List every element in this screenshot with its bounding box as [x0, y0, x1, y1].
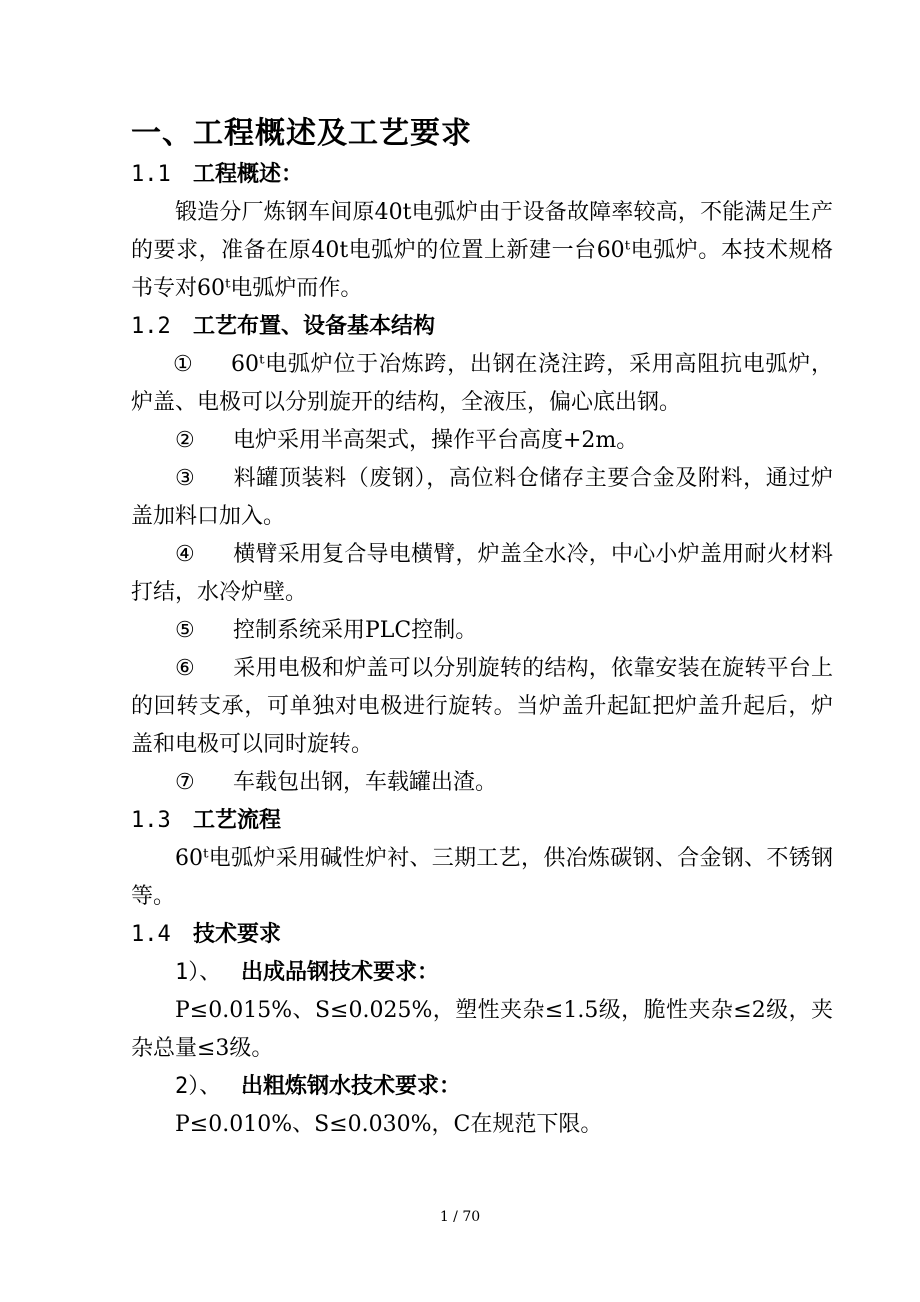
item-text: 电炉采用半高架式，操作平台高度+2m。 — [233, 428, 639, 453]
item-text: 横臂采用复合导电横臂，炉盖全水冷，中心小炉盖用耐火材料打结，水冷炉壁。 — [131, 542, 833, 605]
list-item-1 — [131, 346, 833, 422]
subsection-label: 2）、 — [175, 1074, 222, 1099]
subsection-1-heading — [131, 954, 833, 992]
section-1-3-heading — [131, 802, 833, 840]
item-text: 料罐顶装料（废钢），高位料仓储存主要合金及附料，通过炉盖加料口加入。 — [131, 466, 833, 529]
list-item-6 — [131, 650, 833, 764]
section-number: 1.1 — [131, 162, 171, 187]
item-marker: ② — [175, 428, 195, 453]
list-item-7 — [131, 764, 833, 802]
item-marker: ⑤ — [175, 618, 195, 643]
item-marker: ③ — [175, 466, 195, 491]
subsection-label: 1）、 — [175, 960, 222, 985]
section-number: 1.2 — [131, 314, 171, 339]
subsection-title: 出成品钢技术要求： — [241, 960, 440, 985]
item-marker: ① — [173, 352, 193, 377]
list-item-4 — [131, 536, 833, 612]
document-body — [131, 112, 833, 1144]
section-1-4-heading — [131, 916, 833, 954]
list-item-2 — [131, 422, 833, 460]
page-number: 1 / 70 — [439, 1209, 481, 1225]
item-text: 车载包出钢，车载罐出渣。 — [233, 770, 498, 795]
item-marker: ⑥ — [175, 656, 195, 681]
subsection-2-heading — [131, 1068, 833, 1106]
section-title: 工艺流程 — [193, 808, 282, 833]
list-item-5 — [131, 612, 833, 650]
section-number: 1.3 — [131, 808, 171, 833]
subsection-2-paragraph: P≤0.010%、S≤0.030%，C在规范下限。 — [175, 1112, 603, 1137]
section-title: 工程概述： — [193, 162, 304, 187]
item-text: 控制系统采用PLC控制。 — [233, 618, 478, 643]
section-1-3-paragraph: 60ᵗ电弧炉采用碱性炉衬、三期工艺，供冶炼碳钢、合金钢、不锈钢等。 — [131, 846, 833, 909]
section-number: 1.4 — [131, 922, 171, 947]
list-item-3 — [131, 460, 833, 536]
item-marker: ⑦ — [175, 770, 195, 795]
section-title: 技术要求 — [193, 922, 282, 947]
chapter-heading: 一、工程概述及工艺要求 — [131, 116, 472, 151]
item-text: 采用电极和炉盖可以分别旋转的结构，依靠安装在旋转平台上的回转支承，可单独对电极进行旋转。当炉盖升起缸把炉盖升起后，炉盖和电极可以同时旋转。 — [131, 656, 833, 757]
section-1-1-paragraph: 锻造分厂炼钢车间原40t电弧炉由于设备故障率较高，不能满足生产的要求，准备在原40t电弧炉的位置上新建一台60ᵗ电弧炉。本技术规格书专对60ᵗ电弧炉而作。 — [131, 200, 833, 301]
item-marker: ④ — [175, 542, 195, 567]
item-text: 60ᵗ电弧炉位于冶炼跨，出钢在浇注跨，采用高阻抗电弧炉，炉盖、电极可以分别旋开的结构，全液压，偏心底出钢。 — [131, 352, 833, 415]
section-1-2-heading — [131, 308, 833, 346]
subsection-1-paragraph: P≤0.015%、S≤0.025%，塑性夹杂≤1.5级，脆性夹杂≤2级，夹杂总量≤3级。 — [131, 998, 833, 1061]
subsection-title: 出粗炼钢水技术要求： — [241, 1074, 462, 1099]
section-title: 工艺布置、设备基本结构 — [193, 314, 436, 339]
section-1-1-heading — [131, 156, 833, 194]
